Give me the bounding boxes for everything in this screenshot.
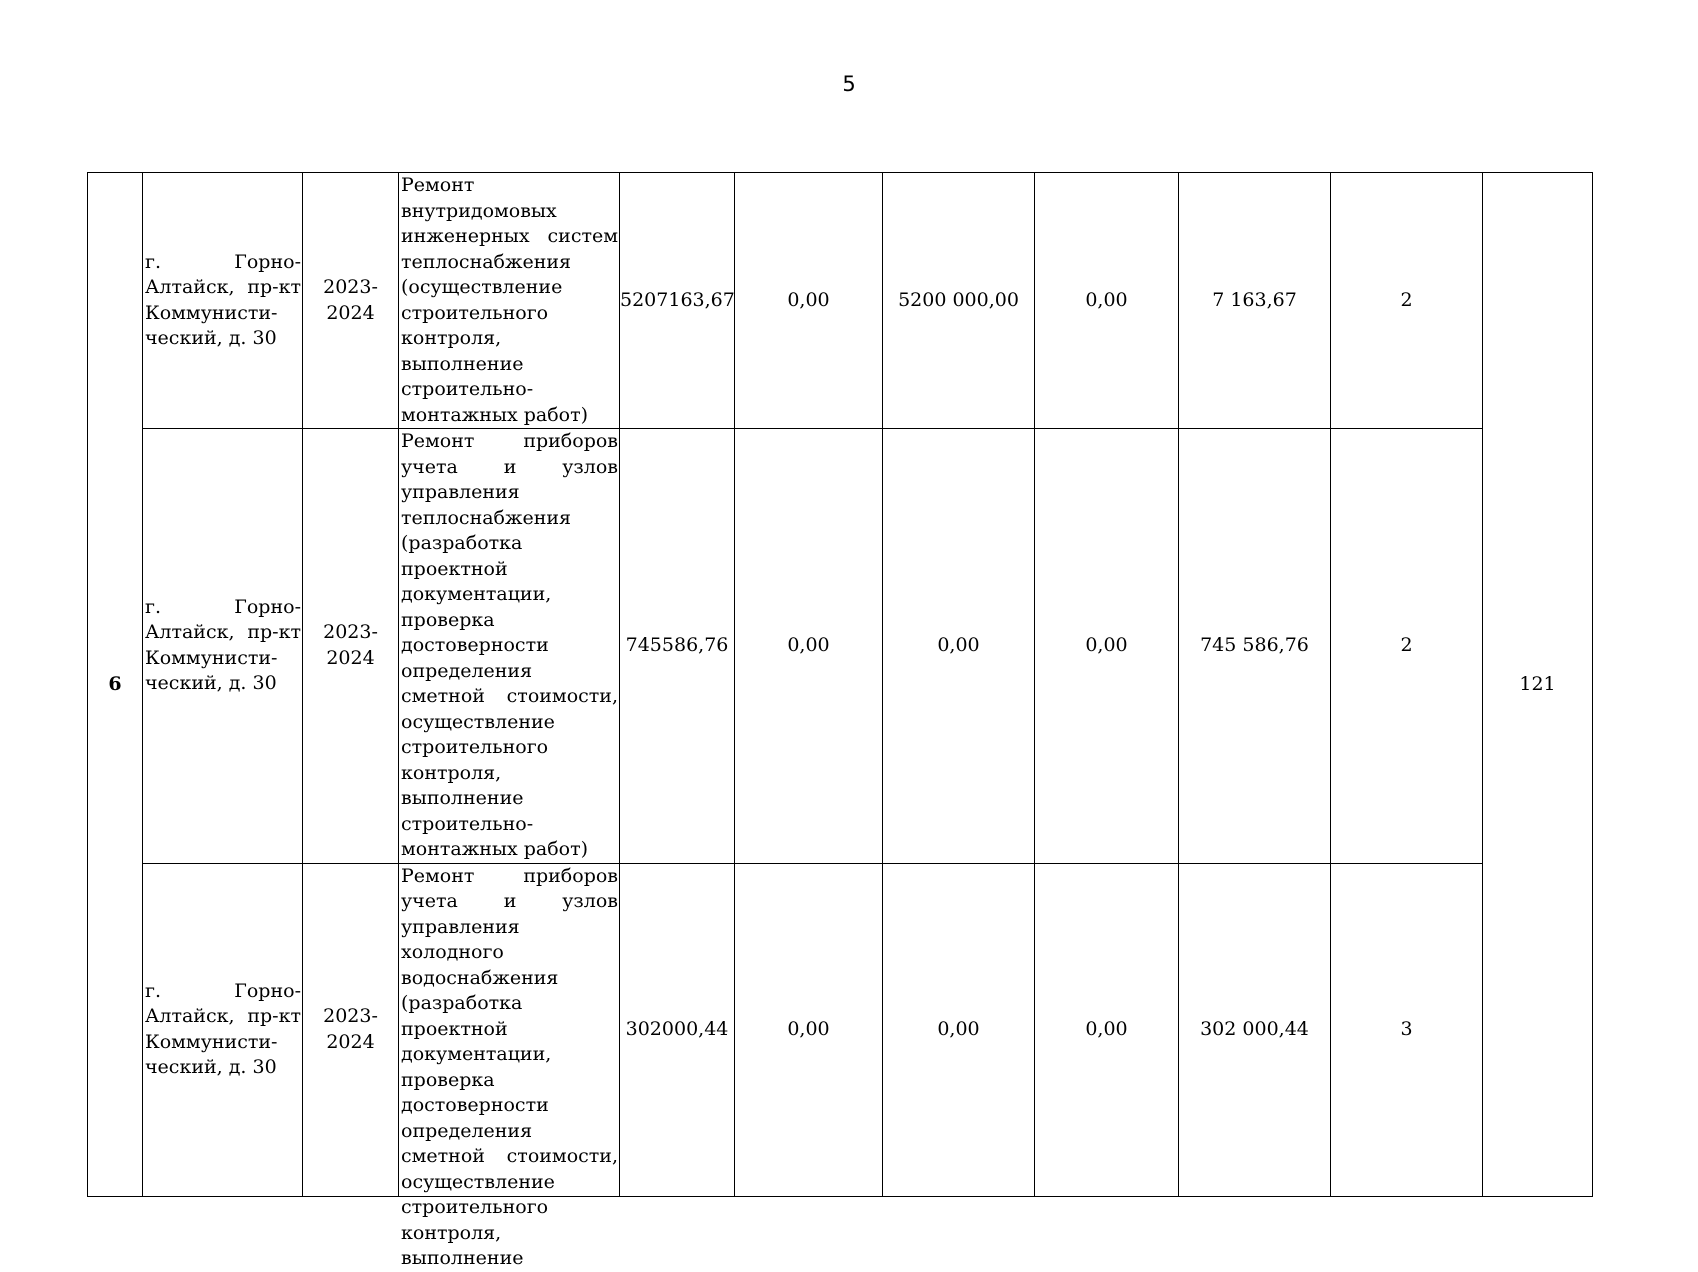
value-cell-5: 745 586,76 — [1179, 429, 1331, 864]
table-row — [88, 173, 1593, 429]
value-cell-6: 2 — [1331, 173, 1483, 429]
address-cell: г. Горно-Алтайск, пр-кт Коммунисти-ческий, д. 30 — [143, 863, 303, 1196]
work-description-cell: Ремонт приборов учета и узлов управления теплоснабжения (разработка проектной документации, проверка достоверности определения сметной стоимости, осуществление строительного контроля, выполнение строительно-монтажных работ) — [399, 429, 620, 864]
value-cell-2: 0,00 — [735, 429, 883, 864]
value-cell-2: 0,00 — [735, 173, 883, 429]
work-description-cell — [399, 863, 620, 1269]
value-cell-4: 0,00 — [1035, 429, 1179, 864]
years-cell: 2023-2024 — [303, 429, 399, 864]
address-cell: г. Горно-Алтайск, пр-кт Коммунисти-ческий, д. 30 — [143, 173, 303, 429]
value-cell-4: 0,00 — [1035, 863, 1179, 1196]
group-extra-cell: 121 — [1483, 173, 1593, 1197]
total-cost-cell: 745586,76 — [620, 429, 735, 864]
value-cell-6: 3 — [1331, 863, 1483, 1196]
value-cell-3: 0,00 — [883, 863, 1035, 1196]
total-cost-cell: 5207163,67 — [620, 173, 735, 429]
work-description-text: Ремонт приборов учета и узлов управления холодного водоснабжения (разработка проектной документации, проверка достоверности определения сметной стоимости, осуществление строительного контроля, выполнение — [401, 864, 618, 1269]
value-cell-4: 0,00 — [1035, 173, 1179, 429]
address-cell: г. Горно-Алтайск, пр-кт Коммунисти-ческий, д. 30 — [143, 429, 303, 864]
years-cell: 2023-2024 — [303, 863, 399, 1196]
value-cell-3: 0,00 — [883, 429, 1035, 864]
repair-program-table — [87, 172, 1593, 1269]
table-row — [88, 429, 1593, 864]
value-cell-5: 7 163,67 — [1179, 173, 1331, 429]
table-row — [88, 863, 1593, 1196]
value-cell-5: 302 000,44 — [1179, 863, 1331, 1196]
group-number-cell: 6 — [88, 173, 143, 1197]
value-cell-6: 2 — [1331, 429, 1483, 864]
value-cell-2: 0,00 — [735, 863, 883, 1196]
value-cell-3: 5200 000,00 — [883, 173, 1035, 429]
total-cost-cell: 302000,44 — [620, 863, 735, 1196]
work-description-cell: Ремонт внутридомовых инженерных систем теплоснабжения (осуществление строительного контроля, выполнение строительно-монтажных работ) — [399, 173, 620, 429]
page-number: 5 — [842, 72, 856, 96]
years-cell: 2023-2024 — [303, 173, 399, 429]
